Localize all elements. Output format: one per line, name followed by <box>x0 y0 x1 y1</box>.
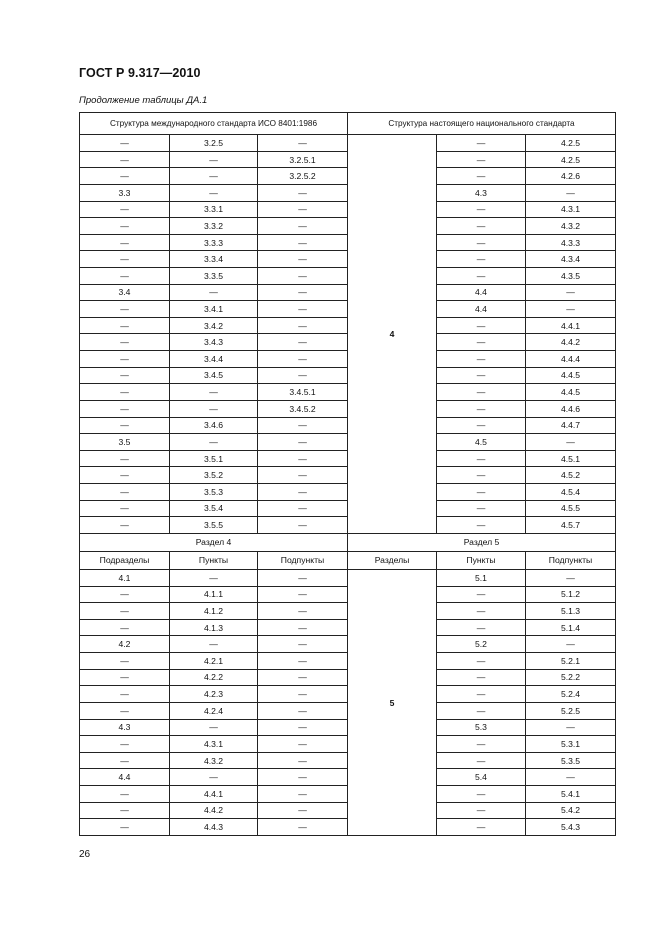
intl-cell: — <box>258 802 348 819</box>
intl-cell: — <box>170 184 258 201</box>
intl-cell: — <box>258 450 348 467</box>
intl-cell: — <box>80 334 170 351</box>
intl-cell: — <box>258 234 348 251</box>
national-cell: 5.1.4 <box>526 619 616 636</box>
intl-cell: — <box>258 769 348 786</box>
column-header: Разделы <box>348 551 437 569</box>
intl-cell: — <box>80 367 170 384</box>
national-cell: 4.4.4 <box>526 351 616 368</box>
intl-cell: 3.2.5.2 <box>258 168 348 185</box>
page-number: 26 <box>79 849 91 860</box>
intl-cell: 3.3.3 <box>170 234 258 251</box>
intl-cell: — <box>80 301 170 318</box>
national-cell: 4.4.5 <box>526 367 616 384</box>
intl-cell: 3.2.5.1 <box>258 151 348 168</box>
national-cell: — <box>437 802 526 819</box>
intl-cell: — <box>80 268 170 285</box>
table-row <box>80 570 616 587</box>
intl-cell: — <box>80 669 170 686</box>
intl-cell: — <box>258 135 348 152</box>
intl-cell: — <box>258 570 348 587</box>
intl-cell: 3.4.6 <box>170 417 258 434</box>
section-row <box>80 533 616 551</box>
intl-cell: 3.4.2 <box>170 317 258 334</box>
national-cell: — <box>437 201 526 218</box>
intl-cell: 3.2.5 <box>170 135 258 152</box>
national-cell: 4.4.6 <box>526 400 616 417</box>
intl-cell: — <box>80 702 170 719</box>
intl-cell: — <box>258 483 348 500</box>
intl-cell: 3.5.4 <box>170 500 258 517</box>
intl-cell: — <box>258 517 348 534</box>
intl-cell: — <box>170 384 258 401</box>
national-cell: 4.3.2 <box>526 218 616 235</box>
intl-cell: 3.3 <box>80 184 170 201</box>
intl-cell: 3.3.1 <box>170 201 258 218</box>
national-cell: 4.3 <box>437 184 526 201</box>
intl-cell: — <box>80 400 170 417</box>
intl-cell: 3.3.4 <box>170 251 258 268</box>
intl-cell: 3.5.5 <box>170 517 258 534</box>
column-header-row <box>80 551 616 569</box>
intl-cell: — <box>80 686 170 703</box>
section-right-label: Раздел 5 <box>348 533 616 551</box>
intl-cell: 4.1.3 <box>170 619 258 636</box>
intl-cell: — <box>258 686 348 703</box>
intl-cell: — <box>258 334 348 351</box>
intl-cell: — <box>258 284 348 301</box>
national-cell: 4.4 <box>437 301 526 318</box>
national-cell: 5.1.3 <box>526 603 616 620</box>
national-cell: — <box>437 367 526 384</box>
intl-cell: 3.5.3 <box>170 483 258 500</box>
intl-cell: 4.4.1 <box>170 785 258 802</box>
intl-cell: 4.2.3 <box>170 686 258 703</box>
national-cell: — <box>437 619 526 636</box>
intl-cell: — <box>80 785 170 802</box>
table-header-row <box>80 113 616 135</box>
intl-cell: — <box>80 450 170 467</box>
intl-cell: — <box>170 769 258 786</box>
intl-cell: — <box>258 586 348 603</box>
intl-cell: — <box>258 184 348 201</box>
intl-cell: — <box>258 467 348 484</box>
intl-cell: — <box>170 400 258 417</box>
national-cell: — <box>526 570 616 587</box>
intl-cell: 4.2 <box>80 636 170 653</box>
comparison-table-body <box>80 113 616 836</box>
intl-cell: — <box>80 201 170 218</box>
intl-cell: — <box>80 251 170 268</box>
national-cell: 4.3.5 <box>526 268 616 285</box>
intl-cell: 4.2.2 <box>170 669 258 686</box>
intl-cell: — <box>80 135 170 152</box>
national-cell: 5.2.5 <box>526 702 616 719</box>
intl-cell: — <box>170 636 258 653</box>
intl-cell: 4.1.1 <box>170 586 258 603</box>
national-cell: 4.4.2 <box>526 334 616 351</box>
intl-cell: — <box>170 284 258 301</box>
national-cell: — <box>437 653 526 670</box>
intl-cell: — <box>258 736 348 753</box>
intl-cell: — <box>170 570 258 587</box>
national-cell: — <box>437 819 526 836</box>
intl-cell: — <box>170 719 258 736</box>
national-cell: — <box>437 251 526 268</box>
national-cell: — <box>437 752 526 769</box>
intl-cell: 3.4.5.1 <box>258 384 348 401</box>
national-cell: — <box>437 517 526 534</box>
national-cell: — <box>437 603 526 620</box>
intl-cell: — <box>170 434 258 451</box>
intl-cell: — <box>258 752 348 769</box>
intl-cell: — <box>258 434 348 451</box>
national-cell: 4.4.1 <box>526 317 616 334</box>
intl-cell: 3.5 <box>80 434 170 451</box>
national-section-cell: 5 <box>348 570 437 836</box>
national-cell: 4.5.4 <box>526 483 616 500</box>
intl-cell: — <box>170 168 258 185</box>
intl-cell: — <box>80 317 170 334</box>
intl-cell: — <box>258 702 348 719</box>
national-cell: 4.5.7 <box>526 517 616 534</box>
intl-cell: 3.5.1 <box>170 450 258 467</box>
intl-cell: — <box>80 384 170 401</box>
intl-cell: — <box>258 268 348 285</box>
intl-cell: — <box>258 819 348 836</box>
intl-cell: 3.4.1 <box>170 301 258 318</box>
intl-cell: 4.4.3 <box>170 819 258 836</box>
national-cell: — <box>437 234 526 251</box>
national-cell: — <box>437 467 526 484</box>
intl-cell: — <box>80 802 170 819</box>
national-cell: — <box>437 135 526 152</box>
intl-cell: — <box>258 317 348 334</box>
intl-cell: — <box>80 517 170 534</box>
national-cell: 4.4 <box>437 284 526 301</box>
intl-cell: — <box>80 151 170 168</box>
intl-cell: 4.3 <box>80 719 170 736</box>
national-cell: — <box>437 268 526 285</box>
national-cell: — <box>437 151 526 168</box>
national-cell: 4.5.2 <box>526 467 616 484</box>
intl-cell: — <box>258 218 348 235</box>
national-cell: 4.4.5 <box>526 384 616 401</box>
intl-cell: — <box>80 500 170 517</box>
table-caption: Продолжение таблицы ДА.1 <box>79 95 208 106</box>
intl-cell: 3.4.5.2 <box>258 400 348 417</box>
intl-cell: — <box>80 168 170 185</box>
column-header: Пункты <box>170 551 258 569</box>
intl-cell: — <box>258 669 348 686</box>
intl-cell: 4.3.1 <box>170 736 258 753</box>
intl-cell: 3.4.4 <box>170 351 258 368</box>
national-cell: — <box>437 586 526 603</box>
national-cell: 5.1 <box>437 570 526 587</box>
intl-cell: — <box>80 586 170 603</box>
intl-cell: — <box>80 234 170 251</box>
national-cell: 5.2 <box>437 636 526 653</box>
intl-cell: 3.5.2 <box>170 467 258 484</box>
national-cell: 5.2.2 <box>526 669 616 686</box>
intl-cell: 3.4.3 <box>170 334 258 351</box>
intl-cell: 4.4.2 <box>170 802 258 819</box>
national-cell: — <box>437 334 526 351</box>
intl-cell: — <box>258 500 348 517</box>
intl-cell: — <box>258 251 348 268</box>
national-cell: 4.3.3 <box>526 234 616 251</box>
national-cell: 4.2.5 <box>526 135 616 152</box>
intl-cell: — <box>258 351 348 368</box>
national-cell: — <box>437 218 526 235</box>
national-cell: 4.5 <box>437 434 526 451</box>
national-section-cell: 4 <box>348 135 437 534</box>
national-cell: 5.3.5 <box>526 752 616 769</box>
national-cell: — <box>526 184 616 201</box>
national-cell: — <box>437 736 526 753</box>
national-cell: — <box>526 769 616 786</box>
national-cell: 4.2.6 <box>526 168 616 185</box>
column-header: Подпункты <box>258 551 348 569</box>
intl-cell: 3.3.2 <box>170 218 258 235</box>
national-cell: 4.4.7 <box>526 417 616 434</box>
intl-cell: 4.1.2 <box>170 603 258 620</box>
national-cell: — <box>437 450 526 467</box>
intl-cell: — <box>258 367 348 384</box>
intl-cell: — <box>80 619 170 636</box>
national-cell: — <box>437 702 526 719</box>
intl-cell: — <box>80 653 170 670</box>
national-cell: — <box>437 384 526 401</box>
intl-cell: — <box>80 417 170 434</box>
intl-cell: — <box>258 719 348 736</box>
column-header: Пункты <box>437 551 526 569</box>
intl-cell: — <box>258 417 348 434</box>
section-left-label: Раздел 4 <box>80 533 348 551</box>
intl-cell: 4.3.2 <box>170 752 258 769</box>
national-cell: 4.3.1 <box>526 201 616 218</box>
national-cell: 5.2.4 <box>526 686 616 703</box>
national-cell: 5.2.1 <box>526 653 616 670</box>
intl-cell: — <box>170 151 258 168</box>
header-national-structure: Структура настоящего национального стандарта <box>348 113 616 135</box>
intl-cell: — <box>258 636 348 653</box>
national-cell: 4.5.1 <box>526 450 616 467</box>
intl-cell: — <box>258 785 348 802</box>
table-row <box>80 135 616 152</box>
header-international-structure: Структура международного стандарта ИСО 8401:1986 <box>80 113 348 135</box>
intl-cell: — <box>80 736 170 753</box>
national-cell: 5.4.2 <box>526 802 616 819</box>
national-cell: — <box>437 500 526 517</box>
national-cell: 4.2.5 <box>526 151 616 168</box>
national-cell: 5.4.1 <box>526 785 616 802</box>
national-cell: 5.4.3 <box>526 819 616 836</box>
national-cell: — <box>437 168 526 185</box>
national-cell: 5.4 <box>437 769 526 786</box>
national-cell: 4.3.4 <box>526 251 616 268</box>
intl-cell: 3.4 <box>80 284 170 301</box>
national-cell: — <box>437 483 526 500</box>
national-cell: — <box>526 301 616 318</box>
intl-cell: — <box>80 218 170 235</box>
intl-cell: 4.2.1 <box>170 653 258 670</box>
intl-cell: — <box>258 603 348 620</box>
national-cell: — <box>526 636 616 653</box>
intl-cell: — <box>80 467 170 484</box>
intl-cell: 3.4.5 <box>170 367 258 384</box>
national-cell: 5.1.2 <box>526 586 616 603</box>
national-cell: — <box>437 686 526 703</box>
national-cell: 5.3.1 <box>526 736 616 753</box>
intl-cell: — <box>80 752 170 769</box>
national-cell: 4.5.5 <box>526 500 616 517</box>
intl-cell: — <box>258 201 348 218</box>
intl-cell: 3.3.5 <box>170 268 258 285</box>
national-cell: 5.3 <box>437 719 526 736</box>
column-header: Подпункты <box>526 551 616 569</box>
intl-cell: 4.4 <box>80 769 170 786</box>
intl-cell: — <box>258 653 348 670</box>
national-cell: — <box>437 785 526 802</box>
national-cell: — <box>437 417 526 434</box>
national-cell: — <box>437 317 526 334</box>
intl-cell: — <box>258 619 348 636</box>
national-cell: — <box>526 284 616 301</box>
national-cell: — <box>526 719 616 736</box>
intl-cell: 4.2.4 <box>170 702 258 719</box>
intl-cell: 4.1 <box>80 570 170 587</box>
national-cell: — <box>437 351 526 368</box>
intl-cell: — <box>258 301 348 318</box>
national-cell: — <box>437 400 526 417</box>
national-cell: — <box>526 434 616 451</box>
intl-cell: — <box>80 819 170 836</box>
document-title: ГОСТ Р 9.317—2010 <box>79 66 201 80</box>
column-header: Подразделы <box>80 551 170 569</box>
intl-cell: — <box>80 483 170 500</box>
intl-cell: — <box>80 603 170 620</box>
national-cell: — <box>437 669 526 686</box>
intl-cell: — <box>80 351 170 368</box>
comparison-table <box>79 112 616 836</box>
